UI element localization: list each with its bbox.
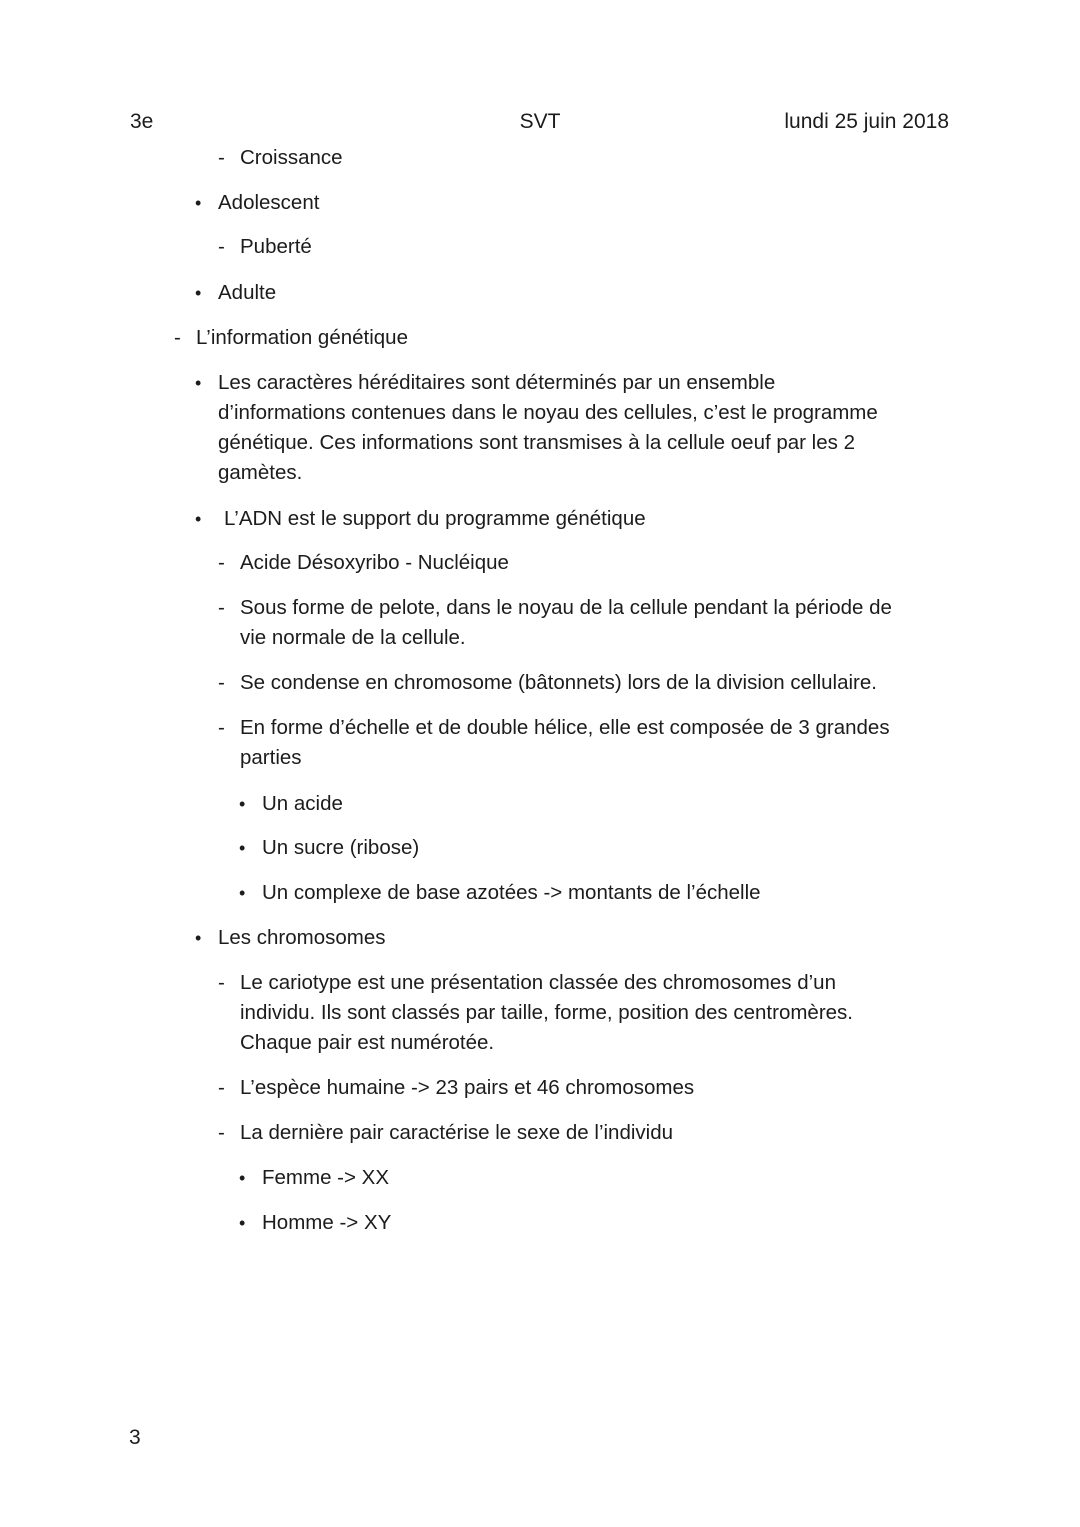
list-item: • Les caractères héréditaires sont déterminés par un ensemble d’informations contenues dans le noyau des cellules, c’est le programme génétique. Ces informations sont transmises à la cellule oeuf par les 2 gamètes. xyxy=(218,368,878,488)
bullet-marker: • xyxy=(239,1213,246,1233)
dash-marker: - xyxy=(174,326,181,349)
list-item: - Sous forme de pelote, dans le noyau de la cellule pendant la période de vie normale de la cellule. xyxy=(240,593,892,653)
section-heading: - L’information génétique xyxy=(196,323,408,353)
dash-marker: - xyxy=(218,235,225,258)
list-item: • Un complexe de base azotées -> montants de l’échelle xyxy=(262,878,761,908)
dash-marker: - xyxy=(218,596,225,619)
list-item: • Un acide xyxy=(262,789,343,819)
bullet-marker: • xyxy=(239,794,246,814)
bullet-marker: • xyxy=(195,193,202,213)
list-item: - L’espèce humaine -> 23 pairs et 46 chromosomes xyxy=(240,1073,694,1103)
list-item: - Le cariotype est une présentation classée des chromosomes d’un individu. Ils sont classés par taille, forme, position des centromères. Chaque pair est numérotée. xyxy=(240,968,853,1058)
page-number: 3 xyxy=(129,1426,141,1449)
list-item: • Homme -> XY xyxy=(262,1208,391,1238)
header-date: lundi 25 juin 2018 xyxy=(784,110,949,133)
bullet-marker: • xyxy=(195,373,202,393)
bullet-marker: • xyxy=(195,283,202,303)
list-item: - La dernière pair caractérise le sexe de l’individu xyxy=(240,1118,673,1148)
list-item: • Adolescent xyxy=(218,188,319,218)
list-item: • Un sucre (ribose) xyxy=(262,833,419,863)
bullet-marker: • xyxy=(239,838,246,858)
dash-marker: - xyxy=(218,1121,225,1144)
dash-marker: - xyxy=(218,551,225,574)
dash-marker: - xyxy=(218,1076,225,1099)
list-item: • Les chromosomes xyxy=(218,923,385,953)
list-item: • L’ADN est le support du programme génétique xyxy=(224,504,646,534)
dash-marker: - xyxy=(218,971,225,994)
list-item: • Femme -> XX xyxy=(262,1163,389,1193)
dash-marker: - xyxy=(218,671,225,694)
list-item: - Puberté xyxy=(240,232,312,262)
list-item: • Adulte xyxy=(218,278,276,308)
header-class: 3e xyxy=(130,110,154,133)
list-item: - En forme d’échelle et de double hélice, elle est composée de 3 grandes parties xyxy=(240,713,890,773)
bullet-marker: • xyxy=(239,1168,246,1188)
bullet-marker: • xyxy=(195,928,202,948)
dash-marker: - xyxy=(218,716,225,739)
bullet-marker: • xyxy=(195,509,202,529)
bullet-marker: • xyxy=(239,883,246,903)
dash-marker: - xyxy=(218,146,225,169)
header-subject: SVT xyxy=(519,110,561,133)
list-item: - Se condense en chromosome (bâtonnets) lors de la division cellulaire. xyxy=(240,668,877,698)
list-item: - Acide Désoxyribo - Nucléique xyxy=(240,548,509,578)
list-item: - Croissance xyxy=(240,143,343,173)
